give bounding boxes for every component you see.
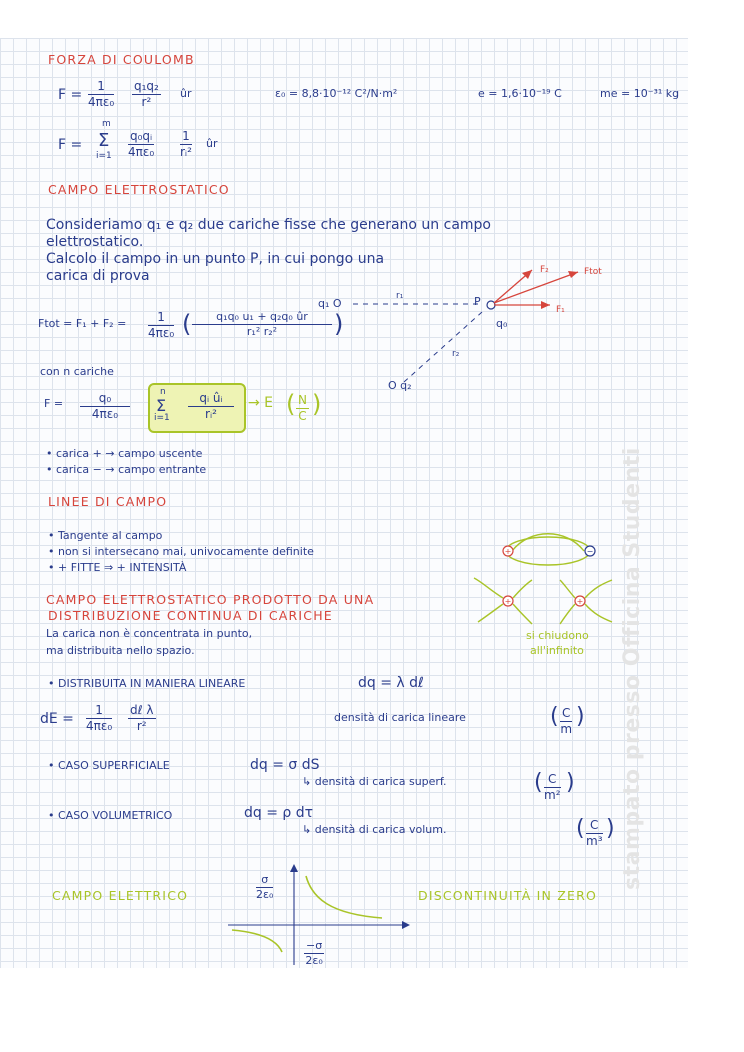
label-q0: q₀ bbox=[496, 317, 508, 330]
coulomb-f-eq: F = bbox=[58, 87, 83, 103]
heading-linee-campo: LINEE DI CAMPO bbox=[48, 494, 168, 509]
note-si-chiudono: si chiudono bbox=[526, 629, 589, 642]
density-linear-label: densità di carica lineare bbox=[334, 711, 466, 724]
label-r1: r₁ bbox=[396, 291, 404, 301]
de-frac1: $\frac{1}{\text{4πε₀}}$ bbox=[86, 703, 113, 733]
graph-bottom-value: $\frac{-\sigma}{\text{2ε₀}}$ bbox=[305, 939, 323, 967]
de-eq: dE = bbox=[40, 711, 74, 727]
coulomb-frac4: $\frac{1}{\text{rᵢ²}}$ bbox=[180, 129, 192, 159]
campo-text-2: elettrostatico. bbox=[46, 234, 144, 250]
unit-lin-open: ( bbox=[550, 704, 559, 729]
charge-q1: q₁ O bbox=[318, 297, 342, 310]
heading-coulomb: FORZA DI COULOMB bbox=[48, 52, 195, 67]
ftot-paren-terms: $\frac{\text{q₁q₀ u₁ + q₂q₀ ûr}}{\text{r₁² r₂²}}$ bbox=[192, 311, 332, 337]
unit-linear: $\frac{C}{m}$ bbox=[560, 706, 573, 736]
case-volume: • CASO VOLUMETRICO bbox=[48, 809, 173, 822]
electron-mass: me = 10⁻³¹ kg bbox=[600, 87, 680, 100]
distribuzione-text-1: La carica non è concentrata in punto, bbox=[46, 627, 253, 640]
graph-curve-positive bbox=[306, 876, 382, 918]
sum-top: m bbox=[102, 119, 111, 129]
linee-bullet-3: • + FITTE ⇒ + INTENSITÀ bbox=[48, 561, 187, 574]
label-f1: F₁ bbox=[556, 305, 565, 315]
coulomb-frac1: $\frac{1}{\text{4πε₀}}$ bbox=[88, 79, 115, 109]
case-surface: • CASO SUPERFICIALE bbox=[48, 759, 170, 772]
distribuzione-text-2: ma distribuita nello spazio. bbox=[46, 644, 195, 657]
graph-top-value: $\frac{\sigma}{\text{2ε₀}}$ bbox=[256, 873, 274, 901]
electron-charge: e = 1,6·10⁻¹⁹ C bbox=[478, 87, 562, 100]
eps0-value: ε₀ = 8,8·10⁻¹² C²/N·m² bbox=[275, 87, 398, 100]
sum-bot: i=1 bbox=[96, 151, 112, 161]
sum-symbol: Σ bbox=[98, 130, 110, 151]
graph-curve-negative bbox=[232, 930, 282, 952]
bullet-negative: • carica − → campo entrante bbox=[46, 463, 207, 476]
ftot-eq: Ftot = F₁ + F₂ = bbox=[38, 317, 127, 330]
case-linear: • DISTRIBUITA IN MANIERA LINEARE bbox=[48, 677, 246, 690]
paren-open: ( bbox=[182, 310, 192, 338]
ftot-frac: $\frac{1}{\text{4πε₀}}$ bbox=[148, 310, 175, 340]
box-sum-bot: i=1 bbox=[154, 413, 170, 423]
charge-q2: O q₂ bbox=[388, 379, 412, 392]
coulomb-f2-eq: F = bbox=[58, 137, 83, 153]
svg-text:+: + bbox=[504, 597, 512, 606]
f-eq-box: F = bbox=[44, 397, 64, 410]
label-f2: F₂ bbox=[540, 265, 549, 275]
box-sum: Σ bbox=[156, 396, 167, 415]
unit-paren-open: ( bbox=[286, 390, 296, 418]
campo-text-3: Calcolo il campo in un punto P, in cui pongo una bbox=[46, 251, 385, 267]
coulomb-frac3: $\frac{\text{q₀qᵢ}}{\text{4πε₀}}$ bbox=[128, 129, 155, 159]
svg-text:−: − bbox=[586, 547, 594, 556]
density-surface-label: ↳ densità di carica superf. bbox=[302, 775, 447, 788]
unit-vol-close: ) bbox=[606, 816, 615, 841]
note-all-infinito: all'infinito bbox=[530, 644, 584, 657]
box-frac1: $\frac{\text{q₀}}{\text{4πε₀}}$ bbox=[80, 392, 130, 420]
unit-vol-open: ( bbox=[576, 816, 585, 841]
bullet-positive: • carica + → campo uscente bbox=[46, 447, 203, 460]
box-sum-top: n bbox=[160, 387, 166, 397]
heading-distribuzione-1: CAMPO ELETTROSTATICO PRODOTTO DA UNA bbox=[46, 592, 375, 607]
heading-distribuzione-2: DISTRIBUZIONE CONTINUA DI CARICHE bbox=[48, 608, 333, 623]
de-frac2: dℓ λ r² bbox=[130, 703, 154, 733]
label-ftot: Ftot bbox=[584, 267, 602, 277]
linee-bullet-1: • Tangente al campo bbox=[48, 529, 163, 542]
density-volume-label: ↳ densità di carica volum. bbox=[302, 823, 447, 836]
unit-nc: $\frac{N}{C}$ bbox=[298, 393, 307, 423]
unit-volume: $\frac{C}{\text{m³}}$ bbox=[586, 818, 603, 848]
watermark: stampato presso Officina Studenti bbox=[620, 447, 645, 890]
svg-text:+: + bbox=[504, 547, 512, 556]
arrow-e: → E bbox=[248, 395, 274, 411]
unit-surface: $\frac{C}{\text{m²}}$ bbox=[544, 772, 561, 802]
heading-campo-elettrostatico: CAMPO ELETTROSTATICO bbox=[48, 182, 230, 197]
dq-linear: dq = λ dℓ bbox=[358, 675, 424, 691]
svg-text:+: + bbox=[576, 597, 584, 606]
campo-text-4: carica di prova bbox=[46, 268, 150, 284]
label-r2: r₂ bbox=[452, 349, 460, 359]
unit-sup-close: ) bbox=[566, 770, 575, 795]
heading-campo-elettrico: CAMPO ELETTRICO bbox=[52, 888, 189, 903]
n-charges-label: con n cariche bbox=[40, 365, 114, 378]
coulomb-frac2: $\frac{\text{q₁q₂}}{\text{r²}}$ bbox=[134, 79, 159, 109]
dq-surface: dq = σ dS bbox=[250, 757, 320, 773]
linee-bullet-2: • non si intersecano mai, univocamente definite bbox=[48, 545, 314, 558]
label-discontinuita: DISCONTINUITÀ IN ZERO bbox=[418, 888, 598, 903]
coulomb-ur2: ûr bbox=[206, 137, 218, 150]
box-frac2: $\frac{\text{qᵢ ûᵢ}}{\text{rᵢ²}}$ bbox=[188, 392, 234, 420]
dq-volume: dq = ρ dτ bbox=[244, 805, 314, 821]
coulomb-ur: ûr bbox=[180, 87, 192, 100]
unit-lin-close: ) bbox=[576, 704, 585, 729]
paren-close: ) bbox=[334, 310, 344, 338]
campo-text-1: Consideriamo q₁ e q₂ due cariche fisse che generano un campo bbox=[46, 217, 491, 233]
unit-paren-close: ) bbox=[312, 390, 322, 418]
label-p: P bbox=[474, 295, 481, 308]
unit-sup-open: ( bbox=[534, 770, 543, 795]
